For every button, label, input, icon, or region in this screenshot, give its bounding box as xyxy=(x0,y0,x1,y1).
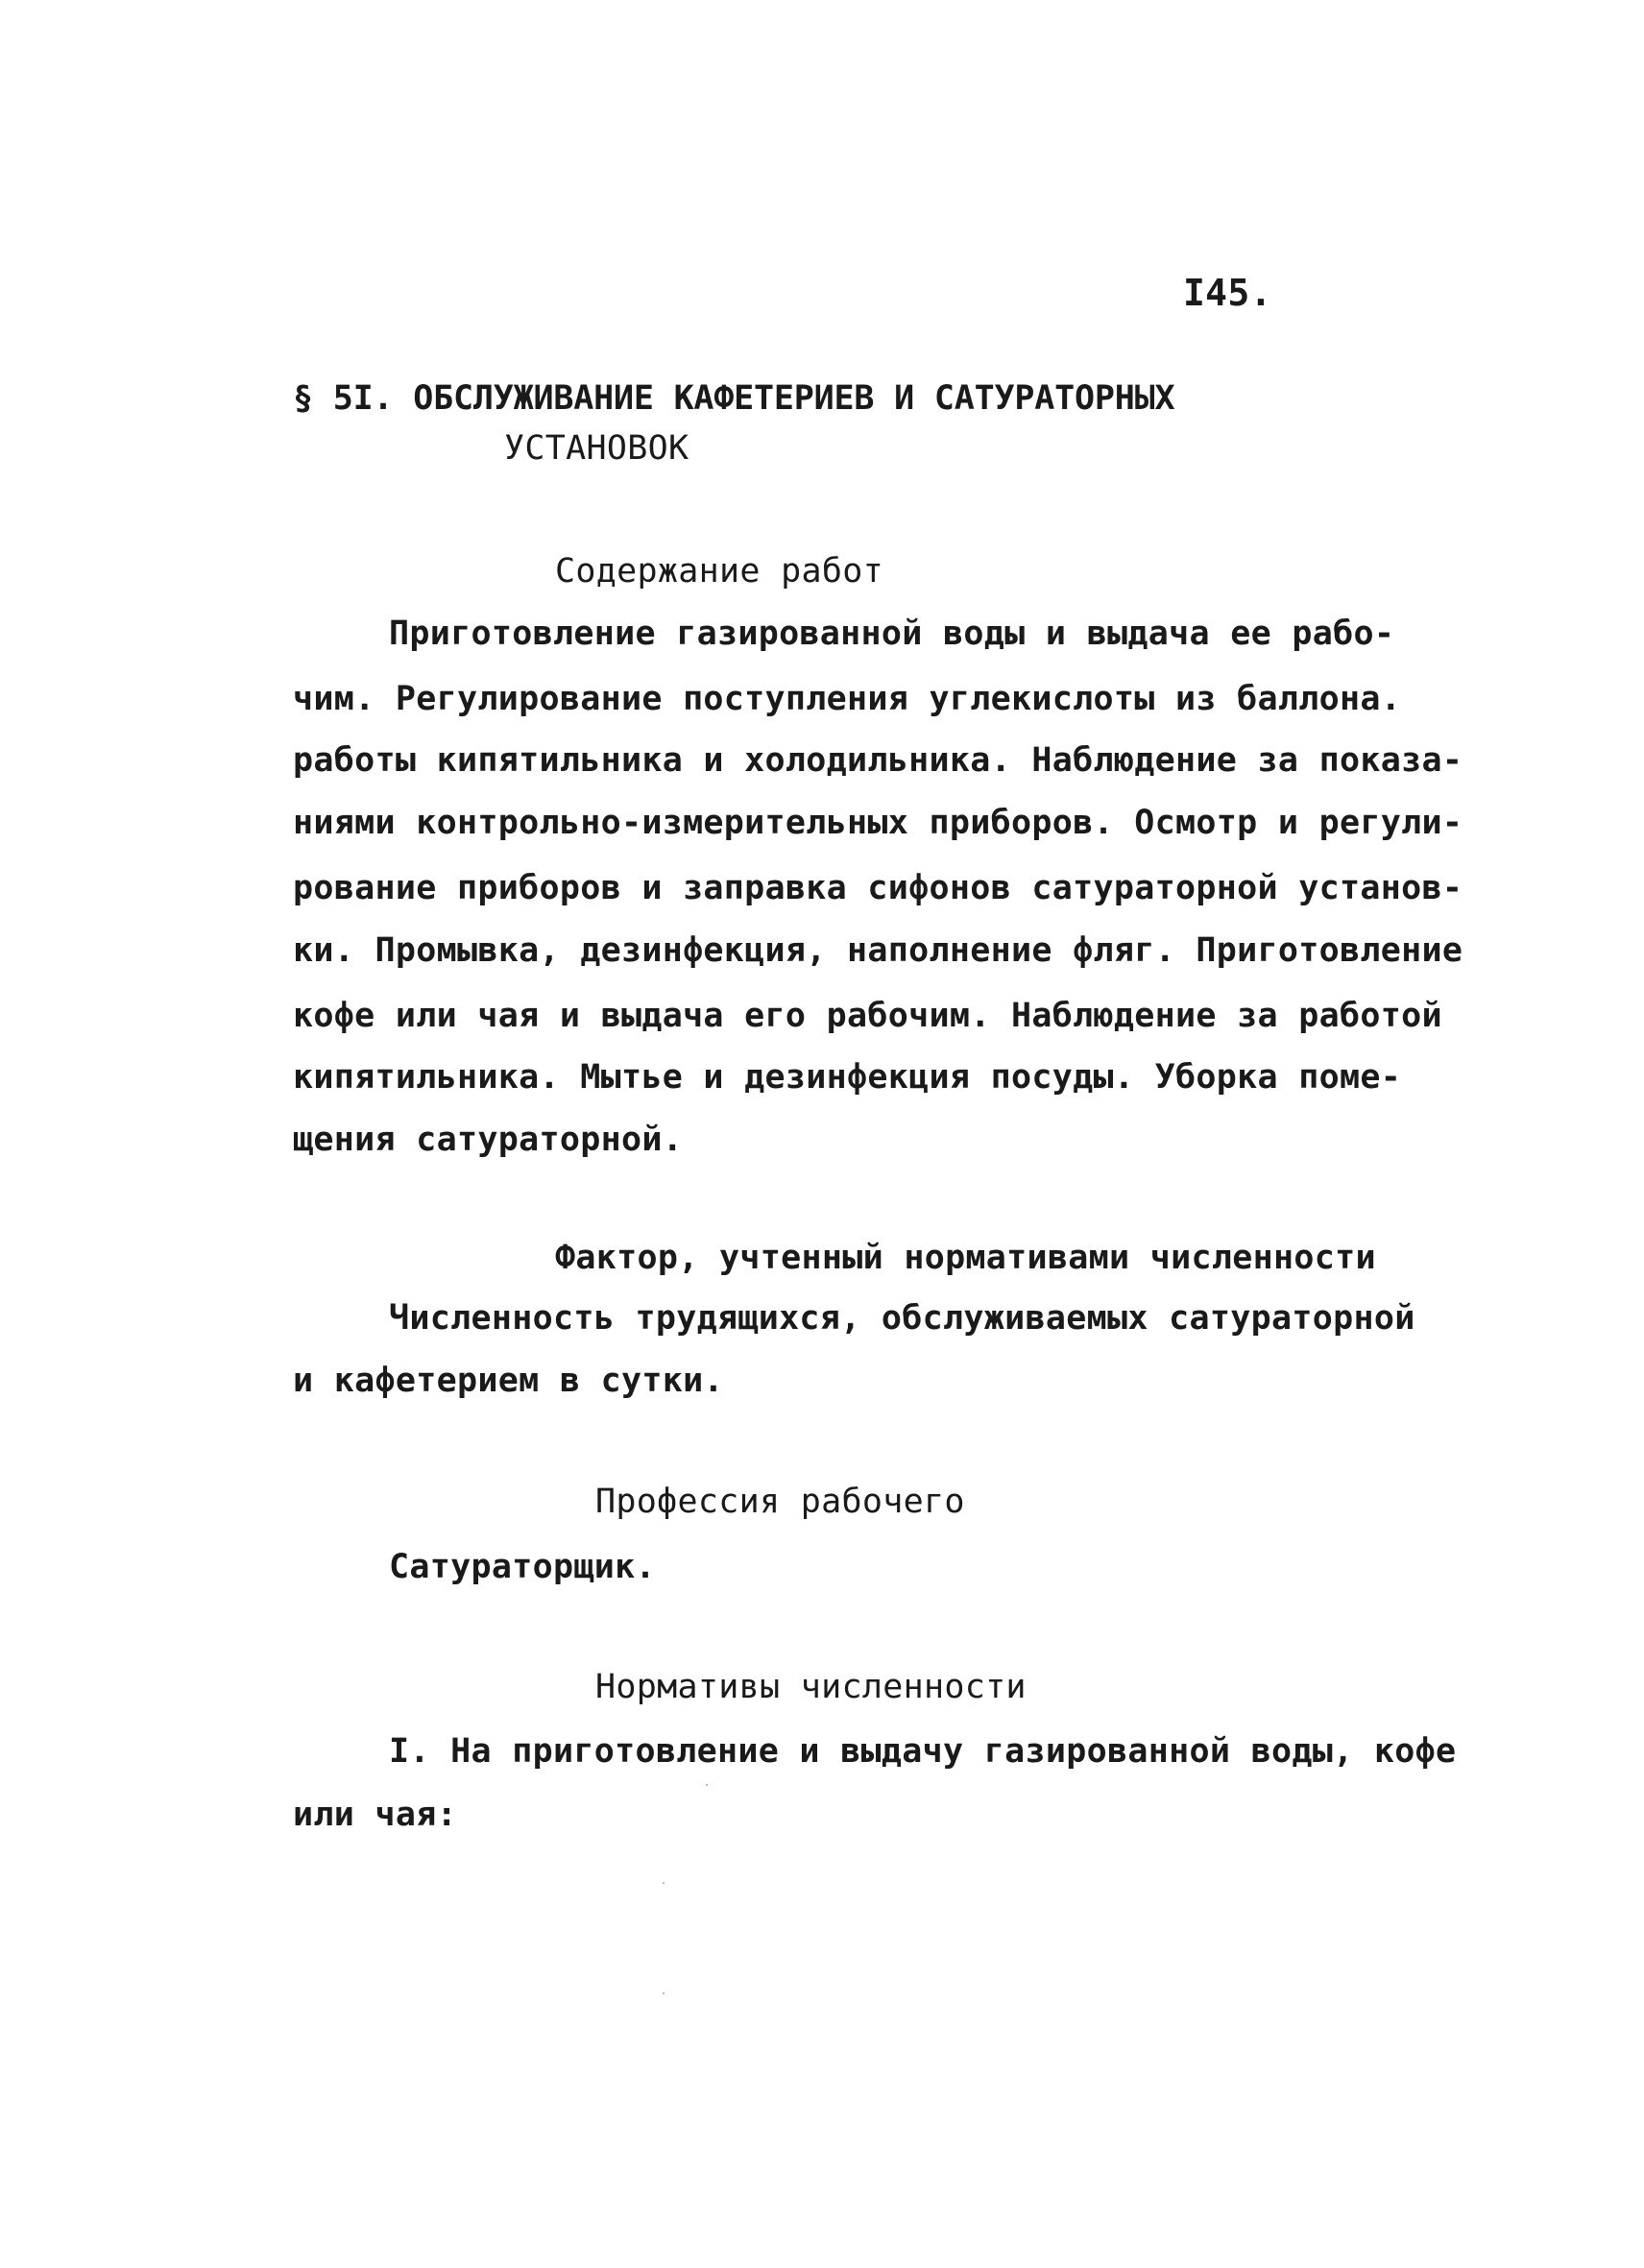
norms-heading: Нормативы численности xyxy=(595,1668,1027,1706)
factor-line-1: Численность трудящихся, обслуживаемых сатураторной xyxy=(389,1299,1415,1338)
work-content-line-2: чим. Регулирование поступления углекислоты из баллона. xyxy=(293,680,1402,718)
work-content-line-5: рование приборов и заправка сифонов сатураторной установ- xyxy=(293,869,1463,907)
page-number: I45. xyxy=(1183,272,1272,314)
work-content-line-7: кофе или чая и выдача его рабочим. Наблюдение за работой xyxy=(293,997,1442,1035)
work-content-line-1: Приготовление газированной воды и выдача ее рабо- xyxy=(389,615,1395,653)
norms-line-2: или чая: xyxy=(293,1796,457,1834)
work-content-line-6: ки. Промывка, дезинфекция, наполнение фляг. Приготовление xyxy=(293,931,1463,970)
scan-speck xyxy=(663,1992,665,1994)
work-content-line-8: кипятильника. Мытье и дезинфекция посуды. Уборка поме- xyxy=(293,1058,1402,1097)
section-title-line-1: § 5I. ОБСЛУЖИВАНИЕ КАФЕТЕРИЕВ И САТУРАТОРНЫХ xyxy=(293,379,1175,418)
scan-speck xyxy=(706,1784,708,1786)
norms-line-1: I. На приготовление и выдачу газированной воды, кофе xyxy=(389,1732,1457,1771)
profession-heading: Профессия рабочего xyxy=(595,1483,965,1521)
work-content-line-4: ниями контрольно-измерительных приборов. Осмотр и регули- xyxy=(293,804,1463,842)
work-content-line-3: работы кипятильника и холодильника. Наблюдение за показа- xyxy=(293,741,1463,780)
factor-line-2: и кафетерием в сутки. xyxy=(293,1362,724,1400)
work-content-heading: Содержание работ xyxy=(555,552,883,591)
factor-heading: Фактор, учтенный нормативами численности xyxy=(555,1239,1376,1277)
work-content-line-9: щения сатураторной. xyxy=(293,1121,684,1159)
section-title-line-2: УСТАНОВОК xyxy=(504,429,689,468)
profession-value: Сатураторщик. xyxy=(389,1548,656,1586)
scan-speck xyxy=(663,1882,665,1884)
